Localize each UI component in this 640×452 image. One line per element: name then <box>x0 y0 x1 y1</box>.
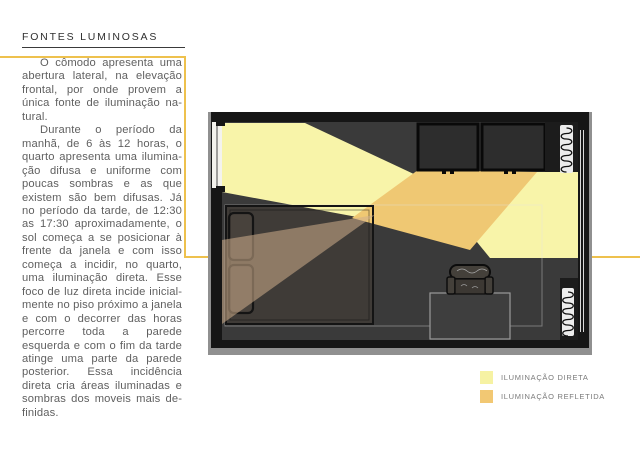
paragraph-analysis: Durante o período da manhã, de 6 às 12 horas, o quarto apresenta uma iluminação difusa e uniforme com poucas sombras e as que existem são bem difusas. Já no período da tarde, de 12:30 as 17:30 aproximadamente, o sol começa a se posicionar à frente da janela e com isso começa a incidir, no quarto, uma iluminação direta. Esse foco de luz direta incide inicialmente no piso próximo a janela e com o decorrer das horas percorre toda a parede esquerda e com o fim da tarde atinge uma parte da parede posterior. Essa incidência direta cria áreas iluminadas e sombras dos moveis mais definidas. <box>22 124 182 419</box>
reflected-light-swatch <box>480 390 493 403</box>
legend-label-reflected: ILUMINAÇÃO REFLETIDA <box>501 392 606 401</box>
window-jamb-top <box>216 120 225 126</box>
paragraph-intro: O cômodo apresenta uma abertura lateral, na elevação frontal, por onde provem a única fonte de iluminação natural. <box>22 57 182 123</box>
chair-armrest-left <box>447 277 455 294</box>
description-text <box>22 57 182 420</box>
legend-item-direct <box>480 371 605 384</box>
window-jamb-bottom <box>216 186 225 192</box>
desk <box>430 293 510 339</box>
accent-line-right <box>590 256 640 258</box>
chair-armrest-right <box>485 277 493 294</box>
light-legend <box>480 371 605 409</box>
reflected-light-swatch-rect <box>480 390 493 403</box>
coil-backing-bottom <box>562 288 574 336</box>
chair-back <box>450 265 490 279</box>
accent-line-vertical <box>184 56 186 258</box>
legend-label-direct: ILUMINAÇÃO DIRETA <box>501 373 589 382</box>
direct-light-swatch-rect <box>480 371 493 384</box>
direct-light-swatch <box>480 371 493 384</box>
floor-plan <box>208 110 592 355</box>
floor-plan-drawing <box>208 110 592 355</box>
legend-item-reflected <box>480 390 605 403</box>
title-underline <box>22 47 185 48</box>
chair-seat <box>455 279 485 294</box>
page-title: FONTES LUMINOSAS <box>22 31 159 43</box>
wardrobe-right <box>482 124 545 170</box>
wardrobe-left <box>418 124 478 170</box>
